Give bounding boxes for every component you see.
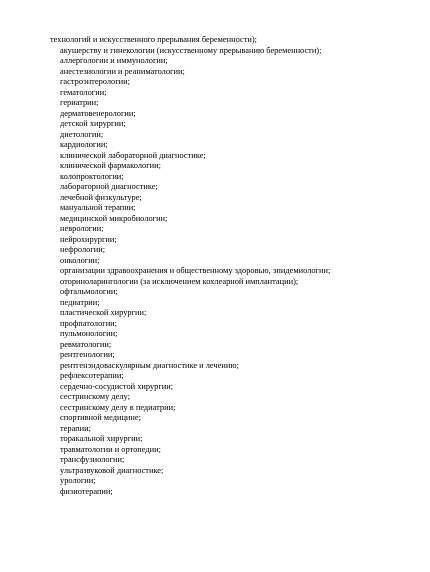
- list-item: пульмонологии;: [60, 329, 118, 338]
- list-item: сестринскому делу;: [60, 392, 130, 401]
- list-item: сестринскому делу в педиатрии;: [60, 402, 176, 412]
- list-item: аллергологии и иммунологии;: [60, 56, 168, 65]
- list-item: ультразвуковой диагностике;: [60, 465, 164, 475]
- list-item: профпатологии;: [60, 318, 117, 328]
- list-item: клинической фармакологии;: [60, 161, 161, 170]
- list-item: нейрохирургии;: [60, 234, 117, 244]
- list-item: сердечно-сосудистой хирургии;: [60, 381, 174, 391]
- specialty-list: [50, 46, 390, 498]
- list-item: диетологии;: [60, 129, 104, 139]
- list-item: неврологии;: [60, 224, 104, 233]
- list-item: дерматовенерологии;: [60, 108, 136, 118]
- list-item: травматологии и ортопедии;: [60, 444, 161, 454]
- list-item: мануальной терапии;: [60, 203, 136, 212]
- list-item: медицинской микробиологии;: [60, 213, 168, 223]
- list-item: терапии;: [60, 423, 91, 433]
- list-item: гематологии;: [60, 87, 107, 97]
- list-item: анестезиологии и реаниматологии;: [60, 66, 185, 76]
- list-item: пластической хирургии;: [60, 308, 147, 317]
- list-item: детской хирургии;: [60, 119, 126, 128]
- list-item: рефлексотерапии;: [60, 371, 124, 380]
- list-item: оториноларингологии (за исключением кохлеарной имплантации);: [60, 276, 299, 286]
- list-item: педиатрии;: [60, 297, 100, 307]
- list-item: рентгенологии;: [60, 350, 115, 359]
- document-text: [50, 35, 390, 497]
- list-item: организации здравоохранения и общественному здоровью, эпидемиологии;: [60, 266, 331, 275]
- list-item: клинической лабораторной диагностике;: [60, 150, 206, 160]
- list-item: лечебной физкультуре;: [60, 192, 142, 202]
- list-item: акушерству и гинекологии (искусственному прерыванию беременности);: [60, 45, 322, 55]
- list-item: нефрологии;: [60, 245, 106, 254]
- list-item: спортивной медицине;: [60, 413, 141, 422]
- list-item: урологии;: [60, 476, 96, 485]
- list-item: рентгенэндоваскулярным диагностике и лечению;: [60, 360, 239, 370]
- list-item: колопроктологии;: [60, 171, 124, 181]
- list-item: лабораторной диагностике;: [60, 182, 158, 191]
- continuation-line: технологий и искусственного прерывания беременности);: [50, 35, 257, 44]
- list-item: гастроэнтерологии;: [60, 77, 130, 86]
- list-item: онкологии;: [60, 255, 100, 265]
- list-item: ревматологии;: [60, 339, 112, 349]
- list-item: торакальной хирургии;: [60, 434, 143, 443]
- list-item: гериатрии;: [60, 98, 99, 107]
- list-item: офтальмологии;: [60, 287, 118, 296]
- list-item: физиотерапии;: [60, 486, 113, 496]
- list-item: трансфузиологии;: [60, 455, 125, 464]
- list-item: кардиологии;: [60, 140, 108, 149]
